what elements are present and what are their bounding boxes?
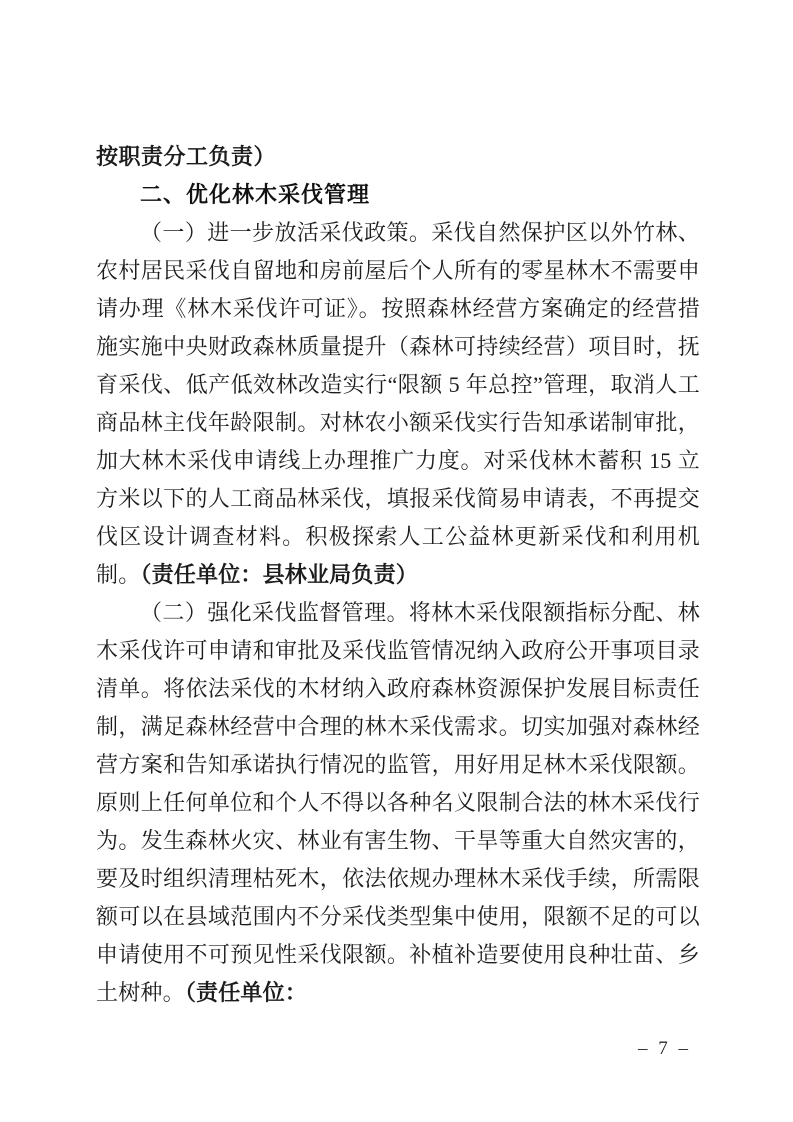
paragraph-text: （二）强化采伐监督管理。将林木采伐限额指标分配、林木采伐许可申请和审批及采伐监管情况纳入政府公开事项目录清单。将依法采伐的木材纳入政府森林资源保护发展目标责任制，满足森林经营中合理的林木采伐需求。切实加强对森林经营方案和告知承诺执行情况的监管，用好用足林木采伐限额。原则上任何单位和个人不得以各种名义限制合法的林木采伐行为。发生森林火灾、林业有害生物、干旱等重大自然灾害的，要及时组织清理枯死木，依法依规办理林木采伐手续，所需限额可以在县域范围内不分采伐类型集中使用，限额不足的可以申请使用不可预见性采伐限额。补植补造要使用良种壮苗、乡土树种。 xyxy=(96,600,700,1005)
continuation-line: 按职责分工负责） xyxy=(96,144,277,169)
paragraph-text: （一）进一步放活采伐政策。采伐自然保护区以外竹林、农村居民采伐自留地和房前屋后个人所有的零星林木不需要申请办理《林木采伐许可证》。按照森林经营方案确定的经营措施实施中央财政森林质量提升（森林可持续经营）项目时，抚育采伐、低产低效林改造实行“限额 5 年总控”管理，取消人工商品林主伐年龄限制。对林农小额采伐实行告知承诺制审批，加大林木采伐申请线上办理推广力度。对采伐林木蓄积 15 立方米以下的人工商品林采伐，填报采伐简易申请表，不再提交伐区设计调查材料。积极探索人工公益林更新采伐和利用机制。 xyxy=(96,220,700,587)
body-paragraph xyxy=(96,214,700,594)
document-content xyxy=(96,138,700,1012)
section-heading: 二、优化林木采伐管理 xyxy=(140,182,371,207)
responsibility-unit-text: （责任单位：县林业局负责） xyxy=(140,562,419,587)
body-paragraph xyxy=(96,594,700,1012)
page-number: – 7 – xyxy=(638,1038,691,1059)
responsibility-unit-text: （责任单位： xyxy=(184,980,308,1005)
paragraph-container xyxy=(96,214,700,1012)
